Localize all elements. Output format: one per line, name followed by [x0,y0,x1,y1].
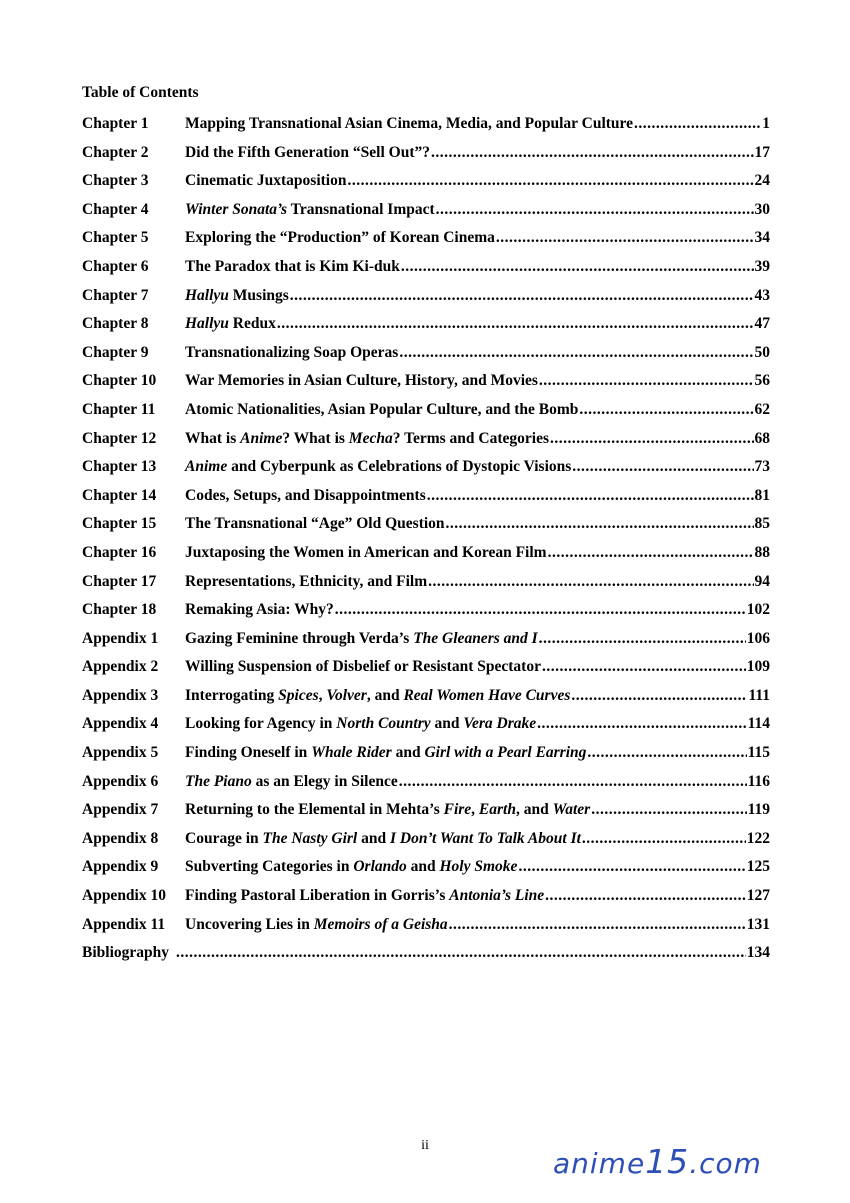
toc-entry[interactable] [82,258,770,287]
toc-entry-title [185,372,538,390]
watermark-suffix: .com [689,1147,762,1180]
toc-title-italic: The Nasty Girl [262,829,358,847]
toc-entry-page: 81 [754,486,770,504]
toc-title-text: Looking for Agency in [185,715,337,733]
toc-title-italic: Vera Drake [463,715,537,733]
toc-entry[interactable] [82,229,770,258]
toc-entry-label: Appendix 3 [82,686,159,704]
toc-title-italic: Anime [240,429,283,447]
toc-entry-label: Chapter 12 [82,429,157,447]
toc-entry-title [185,287,289,305]
toc-title-text: Remaking Asia: Why? [185,601,334,619]
toc-leader-dots [571,687,747,705]
toc-entry-page: 56 [754,372,770,390]
toc-entry[interactable] [82,830,770,859]
toc-entry-title [185,687,570,705]
toc-entry-title [185,258,400,276]
toc-entry-label: Chapter 10 [82,372,157,390]
toc-entry[interactable] [82,344,770,373]
toc-title-italic: Whale Rider [311,744,392,762]
toc-entry-page: 47 [754,315,770,333]
toc-title-text: Juxtaposing the Women in American and Korean Film [185,543,547,561]
toc-title-italic: Winter Sonata’s [185,200,288,218]
toc-title-italic: Water [552,801,591,819]
toc-entry-page: 68 [754,429,770,447]
toc-entry[interactable] [82,601,770,630]
toc-entry-title [185,115,633,133]
toc-entry-page: 115 [747,744,770,762]
toc-entry-page: 131 [746,915,770,933]
toc-title-text: Finding Pastoral Liberation in Gorris’s [185,887,450,905]
toc-entry-title [185,172,346,190]
toc-title-text: Exploring the “Production” of Korean Cinema [185,229,495,247]
toc-entry[interactable] [82,401,770,430]
toc-entry-page: 125 [746,858,770,876]
toc-title-text: Finding Oneself in [185,744,312,762]
toc-title-text: Gazing Feminine through Verda’s [185,629,414,647]
toc-leader-dots [634,115,761,133]
toc-title-text: Did the Fifth Generation “Sell Out”? [185,143,430,161]
toc-entry-title [185,658,541,676]
toc-entry[interactable] [82,916,770,945]
toc-title-text: Transnationalizing Soap Operas [185,343,399,361]
toc-entry-title [185,458,571,476]
toc-entry[interactable] [82,715,770,744]
toc-title-text: Uncovering Lies in [185,915,314,933]
toc-entry[interactable] [82,144,770,173]
toc-title-text: Redux [228,315,276,333]
toc-entry-label: Appendix 1 [82,629,159,647]
toc-entry[interactable] [82,944,770,973]
toc-entry-title [185,858,517,876]
toc-title-italic: Real Women Have Curves [403,686,571,704]
toc-title-text: Musings [228,286,289,304]
toc-entry-label: Appendix 6 [82,772,159,790]
toc-list [82,115,770,973]
toc-heading: Table of Contents [82,84,199,101]
toc-entry-page: 85 [754,515,770,533]
toc-entry-label: Chapter 18 [82,601,157,619]
watermark-prefix: anime [553,1147,646,1180]
toc-title-text: The Transnational “Age” Old Question [185,515,445,533]
toc-entry-page: 102 [746,601,770,619]
toc-leader-dots [537,715,746,733]
toc-title-italic: The Gleaners and I [413,629,538,647]
toc-title-text: and [430,715,464,733]
toc-title-italic: Orlando [353,858,407,876]
toc-entry[interactable] [82,687,770,716]
toc-entry-label: Chapter 16 [82,543,157,561]
toc-entry-page: 106 [746,629,770,647]
toc-entry[interactable] [82,287,770,316]
toc-leader-dots [431,144,754,162]
toc-title-italic: Anime [185,458,228,476]
watermark-logo [553,1142,762,1182]
toc-entry-page: 111 [748,686,770,704]
toc-entry-page: 127 [746,887,770,905]
toc-title-text: Atomic Nationalities, Asian Popular Culture, and the Bomb [185,400,579,418]
toc-entry-label: Chapter 1 [82,115,149,132]
toc-leader-dots [428,573,753,591]
toc-leader-dots [427,487,754,505]
toc-title-text: as an Elegy in Silence [251,772,398,790]
toc-entry-title [185,401,578,419]
toc-entry-title [185,773,398,791]
toc-entry-label: Appendix 8 [82,829,159,847]
toc-title-italic: I Don’t Want To Talk About It [389,829,581,847]
toc-leader-dots [582,830,746,848]
toc-title-italic: North Country [336,715,431,733]
toc-entry[interactable] [82,430,770,459]
toc-title-text: Willing Suspension of Disbelief or Resistant Spectator [185,658,541,676]
toc-leader-dots [446,515,754,533]
toc-title-italic: Memoirs of a Geisha [313,915,448,933]
toc-entry[interactable] [82,458,770,487]
toc-leader-dots [436,201,754,219]
toc-title-text: ? Terms and Categories [392,429,550,447]
toc-title-text: Subverting Categories in [185,858,354,876]
toc-title-text: Returning to the Elemental in Mehta’s [185,801,444,819]
toc-leader-dots [518,858,745,876]
toc-entry-page: 114 [747,715,770,733]
toc-entry[interactable] [82,573,770,602]
toc-leader-dots [587,744,746,762]
toc-entry-page: 24 [754,172,770,190]
toc-entry-page: 122 [746,829,770,847]
page-number: ii [421,1138,429,1153]
toc-entry-label: Appendix 11 [82,915,166,933]
toc-title-italic: Mecha [348,429,393,447]
toc-entry-label: Appendix 10 [82,887,166,905]
toc-entry-page: 116 [747,772,770,790]
toc-entry-page: 134 [746,944,770,962]
toc-leader-dots [572,458,753,476]
toc-entry-title [185,515,445,533]
toc-title-italic: Holy Smoke [439,858,518,876]
toc-entry-label: Appendix 9 [82,858,159,876]
toc-entry[interactable] [82,544,770,573]
toc-entry-label: Appendix 7 [82,801,159,819]
toc-title-text: Codes, Setups, and Disappointments [185,486,426,504]
toc-leader-dots [277,315,754,333]
toc-leader-dots [290,287,754,305]
toc-entry-title [185,887,544,905]
toc-entry-label: Chapter 15 [82,515,157,533]
toc-leader-dots [399,344,753,362]
toc-entry-title [185,430,549,448]
toc-entry-page: 1 [762,115,770,132]
toc-entry-page: 109 [746,658,770,676]
toc-entry[interactable] [82,487,770,516]
toc-entry-title [185,344,398,362]
toc-title-text: and [406,858,440,876]
toc-entry[interactable] [82,630,770,659]
toc-title-text: , [318,686,327,704]
toc-entry-label: Bibliography [82,944,169,962]
toc-entry-title [185,801,590,819]
toc-title-text: , and [515,801,553,819]
toc-entry-title [185,573,427,591]
toc-title-text: and Cyberpunk as Celebrations of Dystopic Visions [227,458,572,476]
toc-entry[interactable] [82,315,770,344]
toc-leader-dots [591,801,746,819]
toc-title-text: ? What is [282,429,349,447]
toc-entry-title [185,715,536,733]
toc-entry-page: 17 [754,143,770,161]
toc-entry-label: Chapter 14 [82,486,157,504]
toc-title-italic: Hallyu [185,315,229,333]
toc-entry-page: 73 [754,458,770,476]
toc-title-italic: Volver [326,686,367,704]
toc-entry-page: 88 [754,543,770,561]
toc-leader-dots [548,544,754,562]
toc-title-text: Cinematic Juxtaposition [185,172,347,190]
toc-entry-title [185,916,448,934]
toc-entry-page: 50 [754,343,770,361]
toc-entry-title [185,229,495,247]
toc-entry[interactable] [82,658,770,687]
toc-title-text: Representations, Ethnicity, and Film [185,572,428,590]
toc-entry-label: Chapter 7 [82,286,149,304]
toc-title-text: War Memories in Asian Culture, History, and Movies [185,372,538,390]
toc-entry[interactable] [82,515,770,544]
toc-title-text: What is [185,429,241,447]
toc-entry[interactable] [82,115,770,144]
toc-entry-label: Chapter 8 [82,315,149,333]
toc-entry-title [185,601,334,619]
toc-title-italic: Fire [443,801,472,819]
toc-entry-title [185,201,435,219]
toc-title-italic: Spices [278,686,319,704]
toc-entry-label: Chapter 13 [82,458,157,476]
toc-title-text: Mapping Transnational Asian Cinema, Media, and Popular Culture [185,115,634,132]
toc-entry[interactable] [82,744,770,773]
toc-entry-label: Chapter 9 [82,343,149,361]
toc-entry[interactable] [82,801,770,830]
toc-entry-page: 43 [754,286,770,304]
toc-leader-dots [176,944,746,962]
toc-title-italic: Hallyu [185,286,229,304]
toc-entry-label: Chapter 11 [82,400,156,418]
toc-entry-page: 30 [754,200,770,218]
watermark-number: 15 [645,1142,690,1181]
toc-entry-title [185,744,586,762]
toc-leader-dots [539,630,746,648]
toc-title-text: Courage in [185,829,263,847]
toc-leader-dots [399,773,747,791]
toc-leader-dots [347,172,753,190]
toc-leader-dots [550,430,753,448]
toc-title-italic: The Piano [185,772,252,790]
toc-entry-title [185,830,581,848]
toc-entry-label: Chapter 17 [82,572,157,590]
toc-entry-title [185,315,276,333]
toc-leader-dots [579,401,753,419]
toc-entry-label: Chapter 4 [82,200,149,218]
toc-title-italic: Earth [478,801,516,819]
toc-leader-dots [449,916,746,934]
toc-entry-label: Appendix 2 [82,658,159,676]
toc-entry-title [185,544,547,562]
toc-entry-title [185,144,430,162]
toc-entry[interactable] [82,201,770,230]
toc-title-italic: Girl with a Pearl Earring [424,744,587,762]
toc-title-text: , and [366,686,404,704]
toc-entry-label: Chapter 5 [82,229,149,247]
toc-entry-page: 94 [754,572,770,590]
toc-entry[interactable] [82,858,770,887]
toc-entry-title [185,487,426,505]
toc-title-text: and [357,829,390,847]
toc-entry-page: 34 [754,229,770,247]
toc-leader-dots [539,372,754,390]
toc-entry-page: 39 [754,257,770,275]
toc-leader-dots [496,229,754,247]
toc-entry-title [185,630,538,648]
toc-title-text: Transnational Impact [287,200,435,218]
toc-entry[interactable] [82,773,770,802]
toc-entry[interactable] [82,372,770,401]
toc-leader-dots [545,887,746,905]
toc-entry-page: 119 [747,801,770,819]
toc-entry-label: Chapter 2 [82,143,149,161]
toc-leader-dots [401,258,754,276]
toc-entry-label: Chapter 3 [82,172,149,190]
toc-title-text: , [471,801,479,819]
toc-title-text: The Paradox that is Kim Ki-duk [185,257,400,275]
toc-entry-label: Chapter 6 [82,257,149,275]
toc-title-text: and [391,744,425,762]
toc-title-text: Interrogating [185,686,279,704]
toc-leader-dots [335,601,746,619]
toc-entry[interactable] [82,887,770,916]
toc-entry[interactable] [82,172,770,201]
toc-title-italic: Antonia’s Line [449,887,545,905]
toc-leader-dots [542,658,746,676]
toc-entry-label: Appendix 5 [82,744,159,762]
toc-entry-label: Appendix 4 [82,715,159,733]
toc-entry-page: 62 [754,400,770,418]
